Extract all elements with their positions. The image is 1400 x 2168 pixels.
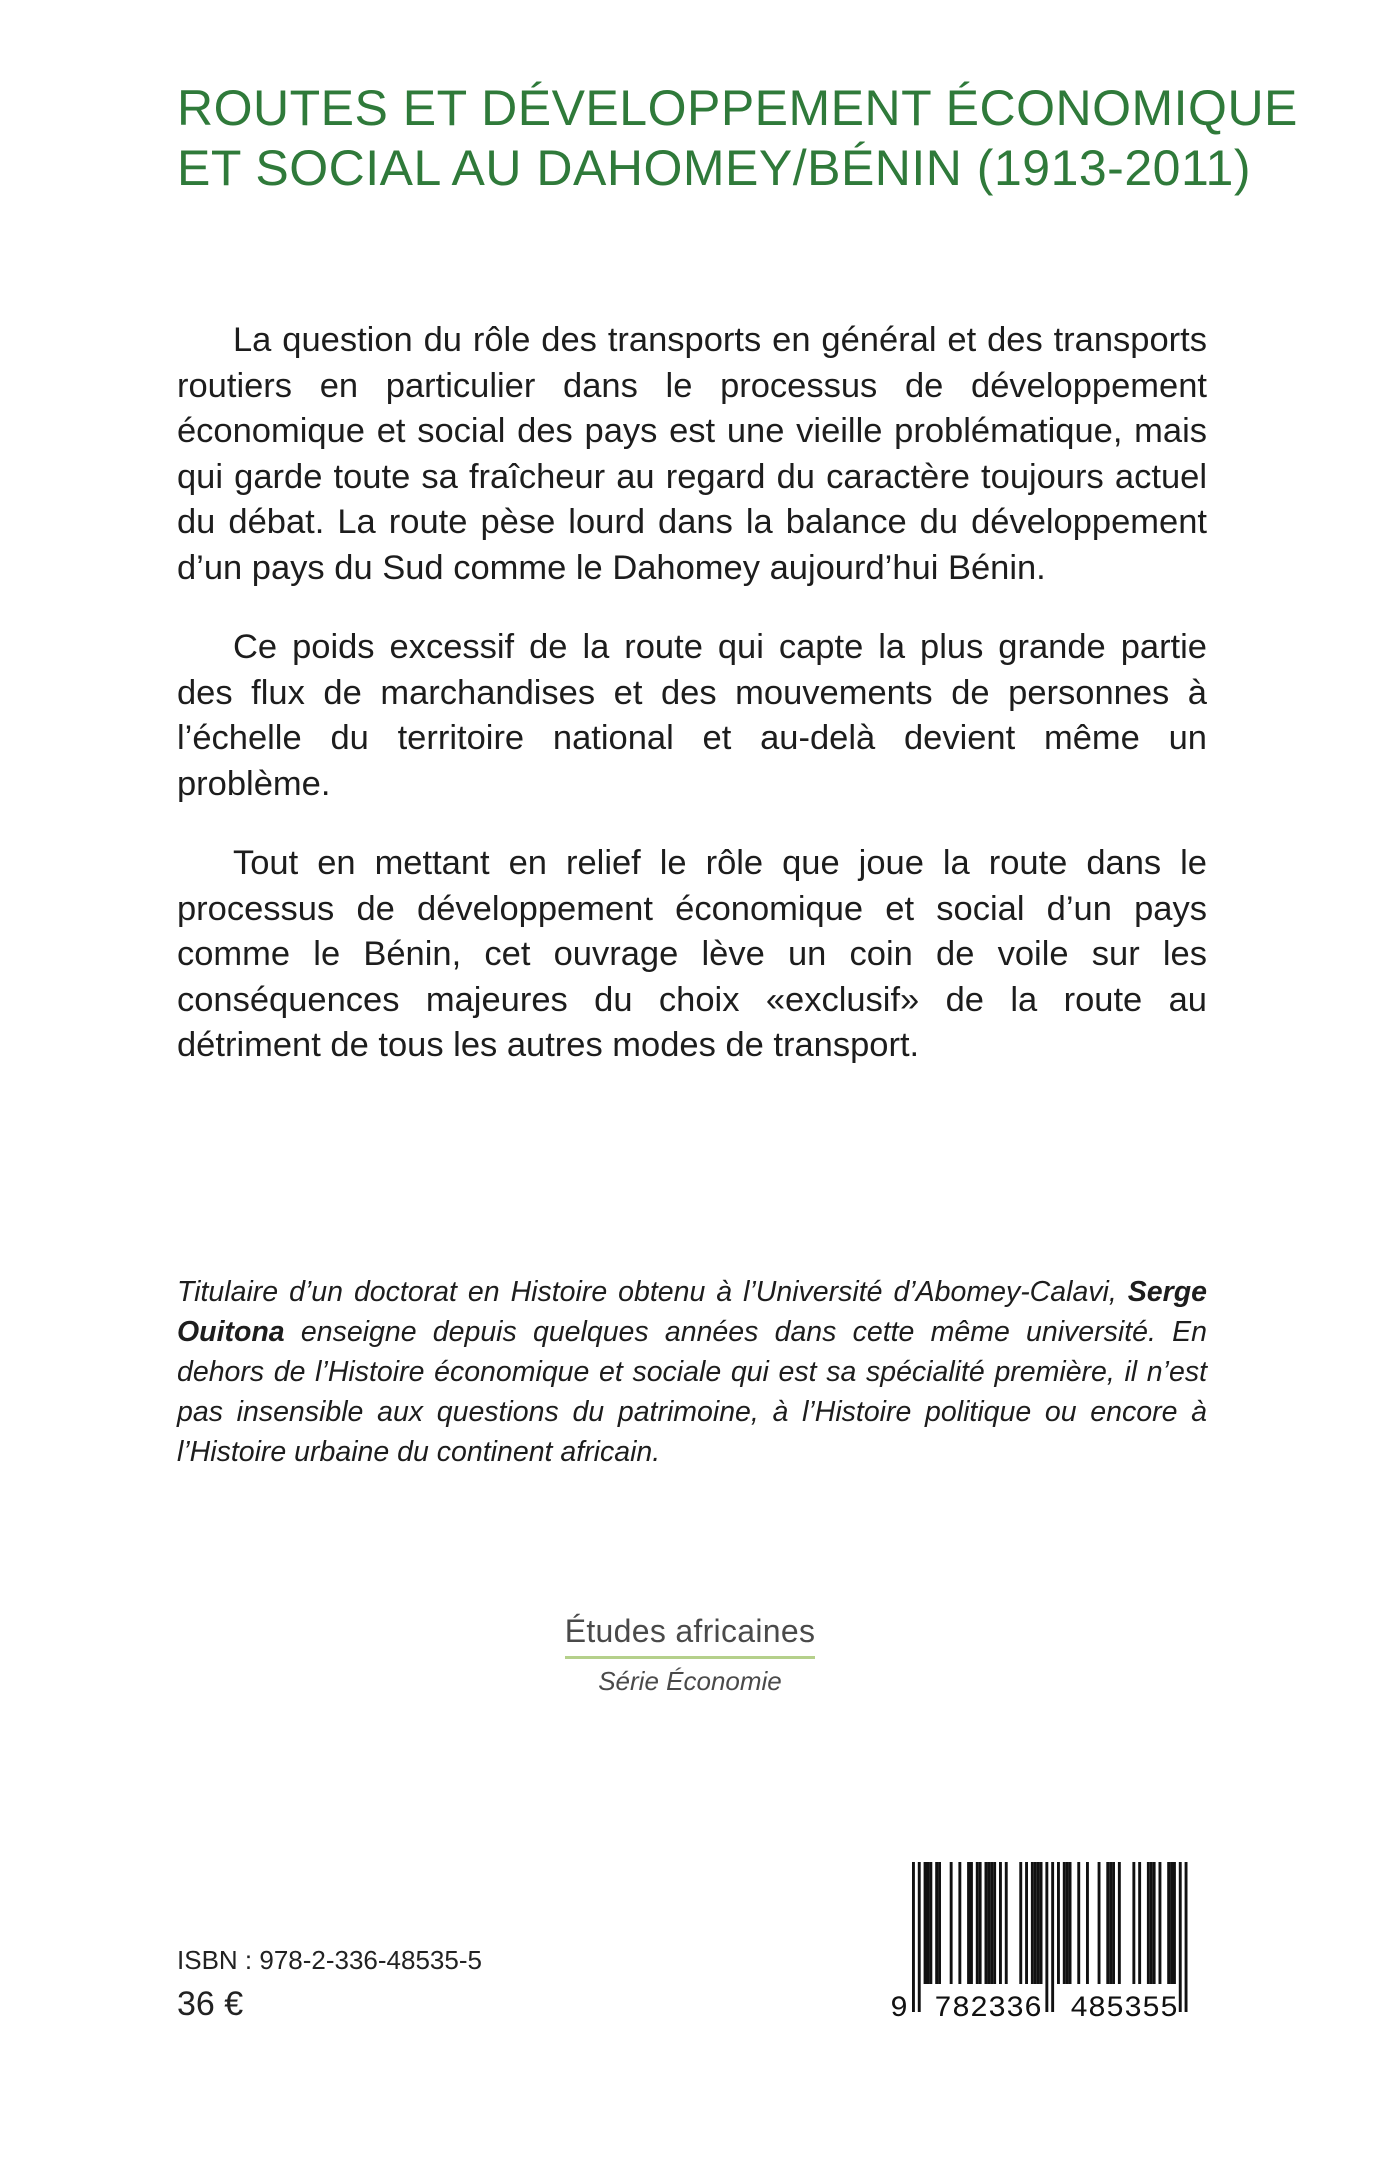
barcode-bar xyxy=(1173,1862,1176,1984)
barcode-bar xyxy=(993,1862,996,1984)
barcode-bar xyxy=(1109,1862,1112,1984)
barcode-first-digit: 9 xyxy=(890,1992,909,2022)
barcode-bar xyxy=(985,1862,988,1984)
barcode-left-digits: 782336 xyxy=(933,1992,1043,2022)
price-label: 36 € xyxy=(177,1985,244,2023)
barcode-bar xyxy=(1025,1862,1028,1984)
barcode-bar xyxy=(1077,1862,1080,1984)
barcode-bar xyxy=(1069,1862,1072,1984)
isbn-label: ISBN : 978-2-336-48535-5 xyxy=(177,1945,482,1975)
barcode-bar xyxy=(927,1862,930,1984)
summary-paragraph-2: Ce poids excessif de la route qui capte la plus grande partie des flux de marchandises et des mouvements de personnes à l’échelle du territoire national et au-delà devient même un problème. xyxy=(177,628,1207,803)
barcode-bars xyxy=(912,1862,1188,2012)
barcode-bar xyxy=(979,1862,982,1984)
barcode-bar xyxy=(1040,1862,1043,1984)
barcode-bar xyxy=(1063,1862,1066,1984)
barcode-bar xyxy=(1106,1862,1109,1984)
barcode-bar xyxy=(958,1862,961,1984)
barcode-bar xyxy=(1031,1862,1034,1984)
barcode-bar xyxy=(1112,1862,1115,1984)
barcode-bar xyxy=(999,1862,1002,1984)
barcode-bar xyxy=(1179,1862,1182,2012)
summary-paragraph-3: Tout en mettant en relief le rôle que joue la route dans le processus de développement économique et social d’un pays comme le Bénin, cet ouvrage lève un coin de voile sur les conséquences majeures du choix «exclusif» de la route au détriment de tous les autres modes de transport. xyxy=(177,844,1207,1064)
barcode-bar xyxy=(1098,1862,1101,1984)
series-divider xyxy=(565,1656,815,1659)
summary-paragraph-1: La question du rôle des transports en général et des transports routiers en particulier dans le processus de développement économique et social des pays est une vieille problématique, mais qui garde toute sa fraîcheur au regard du caractère toujours actuel du débat. La route pèse lourd dans la balance du développement d’un pays du Sud comme le Dahomey aujourd’hui Bénin. xyxy=(177,321,1207,587)
author-name: Serge Ouitona xyxy=(177,1276,1208,1348)
author-bio xyxy=(177,1272,1207,1472)
barcode-bar xyxy=(918,1862,921,2012)
barcode-bar xyxy=(1132,1862,1135,1984)
barcode-bar xyxy=(1167,1862,1170,1984)
book-title xyxy=(177,78,1298,198)
barcode-bar xyxy=(1170,1862,1173,1984)
barcode-bar xyxy=(1034,1862,1037,1984)
barcode-bar xyxy=(990,1862,993,1984)
barcode-bar xyxy=(1045,1862,1048,2012)
barcode-bar xyxy=(1086,1862,1089,1984)
barcode-bar xyxy=(967,1862,970,1984)
subseries-name: Série Économie xyxy=(598,1666,782,1696)
barcode-bar xyxy=(938,1862,941,1984)
book-title-line-2: ET SOCIAL AU DAHOMEY/BÉNIN (1913-2011) xyxy=(177,140,1252,196)
barcode-bar xyxy=(1019,1862,1022,1984)
barcode-bar xyxy=(1159,1862,1162,1984)
barcode-bar xyxy=(1150,1862,1153,1984)
barcode-bar xyxy=(1118,1862,1121,1984)
barcode-right-digits: 485355 xyxy=(1069,1992,1179,2022)
barcode-bar xyxy=(1051,1862,1054,2012)
isbn-barcode xyxy=(884,1862,1204,2022)
author-bio-intro: Titulaire d’un doctorat en Histoire obtenu à l’Université d’Abomey-Calavi, xyxy=(177,1276,1117,1308)
author-bio-rest: enseigne depuis quelques années dans cette même université. En dehors de l’Histoire économique et sociale qui est sa spécialité première, il n’est pas insensible aux questions du patrimoine, à l’Histoire politique ou encore à l’Histoire urbaine du continent africain. xyxy=(177,1316,1207,1468)
barcode-bar xyxy=(1185,1862,1188,2012)
barcode-bar xyxy=(1066,1862,1069,1984)
barcode-bar xyxy=(1138,1862,1141,1984)
barcode-bar xyxy=(1057,1862,1060,1984)
series-block xyxy=(540,1612,840,1697)
barcode-bar xyxy=(1147,1862,1150,1984)
barcode-bar xyxy=(987,1862,990,1984)
series-name: Études africaines xyxy=(564,1613,816,1649)
barcode-bar xyxy=(970,1862,973,1984)
barcode-bar xyxy=(1005,1862,1008,1984)
barcode-bar xyxy=(976,1862,979,1984)
barcode-bar xyxy=(1037,1862,1040,1984)
barcode-bar xyxy=(912,1862,915,2012)
barcode-bar xyxy=(935,1862,938,1984)
barcode-bar xyxy=(929,1862,932,1984)
book-title-line-1: ROUTES ET DÉVELOPPEMENT ÉCONOMIQUE xyxy=(177,80,1298,136)
barcode-bar xyxy=(924,1862,927,1984)
barcode-bar xyxy=(950,1862,953,1984)
barcode-bar xyxy=(1153,1862,1156,1984)
book-summary xyxy=(177,318,1207,1103)
